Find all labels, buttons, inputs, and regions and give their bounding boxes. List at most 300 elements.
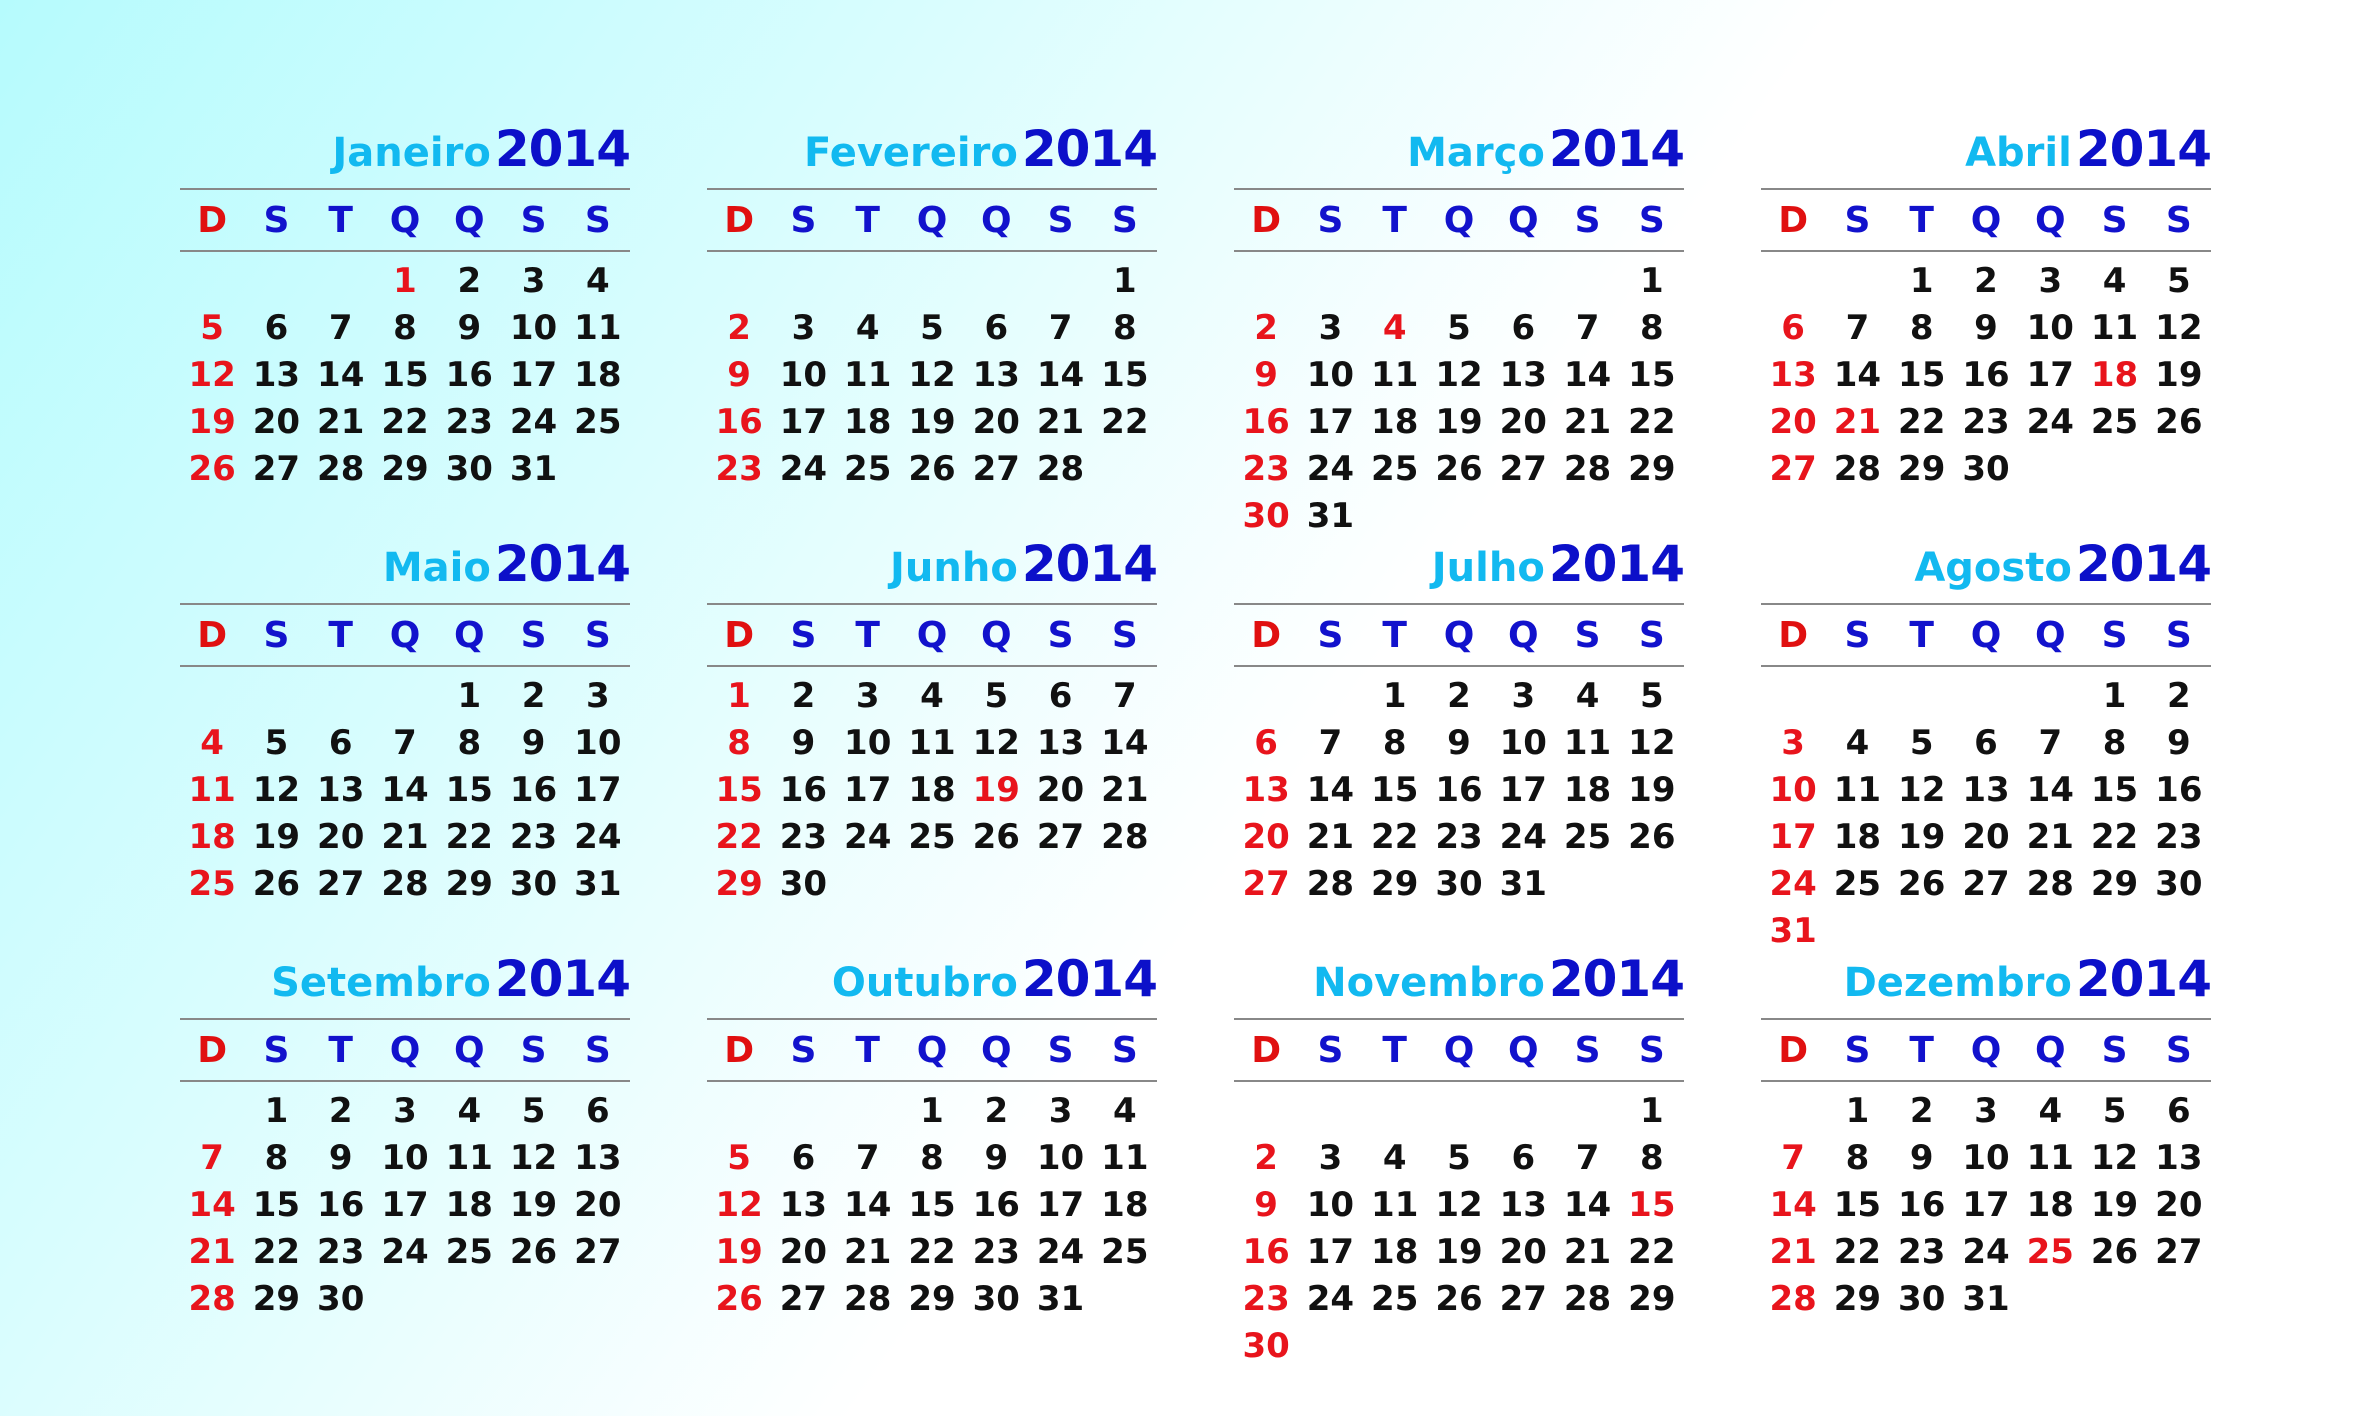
day-cell: 22 (715, 817, 763, 857)
weekday-label: T (1909, 614, 1934, 656)
day-cell: 30 (1435, 864, 1483, 904)
day-cell: 4 (920, 676, 944, 716)
weekday-label: Q (1443, 614, 1475, 656)
day-cell: 15 (381, 355, 429, 395)
day-cell: 3 (586, 676, 610, 716)
day-cell: 16 (1242, 1232, 1290, 1272)
day-cell: 27 (317, 864, 365, 904)
weekday-label: T (1382, 1029, 1407, 1071)
day-cell: 20 (779, 1232, 828, 1272)
day-cell: 14 (1769, 1185, 1817, 1225)
day-cell: 27 (1036, 817, 1085, 857)
weekday-label: Q (453, 199, 485, 241)
day-cell: 2 (457, 261, 482, 301)
month-name: Abril (1965, 130, 2072, 176)
day-cell: 27 (779, 1279, 828, 1319)
day-cell: 23 (715, 449, 763, 489)
day-cell: 21 (1036, 402, 1085, 442)
day-cell: 20 (2155, 1185, 2203, 1225)
day-cell: 6 (264, 308, 289, 348)
day-cell: 14 (1101, 723, 1149, 763)
month-year: 2014 (494, 120, 630, 178)
month-title (180, 950, 630, 1018)
day-cell: 10 (1769, 770, 1817, 810)
day-cell: 8 (393, 308, 417, 348)
month-name: Março (1407, 130, 1545, 176)
day-cell: 20 (1769, 402, 1817, 442)
day-cell: 7 (855, 1138, 880, 1178)
day-cell: 1 (1909, 261, 1934, 301)
day-cell: 1 (1640, 1091, 1664, 1131)
day-cell: 23 (972, 1232, 1020, 1272)
day-cell: 24 (574, 817, 622, 857)
day-cell: 7 (328, 308, 353, 348)
weekday-label: S (520, 199, 547, 241)
empty-cell (180, 673, 244, 720)
day-cell: 13 (1242, 770, 1290, 810)
weekday-label: S (1047, 199, 1074, 241)
month-dezembro (1761, 950, 2211, 1323)
day-cell: 29 (2090, 864, 2139, 904)
weekday-label: S (1111, 199, 1138, 241)
empty-cell (244, 258, 308, 305)
month-abril (1761, 120, 2211, 493)
day-cell: 13 (1499, 1185, 1547, 1225)
weekday-label: D (197, 199, 228, 241)
day-cell: 10 (1306, 1185, 1355, 1225)
empty-cell (1761, 1088, 1825, 1135)
day-cell: 23 (445, 402, 493, 442)
day-cell: 30 (509, 864, 558, 904)
day-cell: 26 (1898, 864, 1946, 904)
day-cell: 6 (586, 1091, 610, 1131)
weekday-label: Q (916, 614, 948, 656)
empty-cell (1761, 258, 1825, 305)
day-cell: 15 (1371, 770, 1419, 810)
day-cell: 11 (1833, 770, 1882, 810)
day-cell: 16 (509, 770, 558, 810)
day-cell: 23 (1898, 1232, 1946, 1272)
day-cell: 19 (972, 770, 1020, 810)
day-cell: 29 (908, 1279, 956, 1319)
day-cell: 31 (574, 864, 622, 904)
weekday-label: S (1638, 1029, 1665, 1071)
day-cell: 9 (984, 1138, 1009, 1178)
day-grid (180, 258, 630, 493)
day-cell: 13 (2155, 1138, 2203, 1178)
weekday-header (707, 188, 1157, 252)
month-title (1761, 950, 2211, 1018)
day-cell: 26 (1435, 449, 1483, 489)
day-cell: 28 (1563, 449, 1612, 489)
weekday-label: D (1251, 199, 1282, 241)
day-cell: 16 (1242, 402, 1290, 442)
day-cell: 15 (1833, 1185, 1882, 1225)
day-cell: 29 (381, 449, 429, 489)
day-cell: 19 (509, 1185, 558, 1225)
day-cell: 2 (727, 308, 751, 348)
day-cell: 4 (200, 723, 224, 763)
day-cell: 9 (791, 723, 816, 763)
day-cell: 20 (574, 1185, 622, 1225)
day-cell: 22 (252, 1232, 301, 1272)
weekday-label: S (2101, 1029, 2128, 1071)
month-year: 2014 (494, 950, 630, 1008)
weekday-label: Q (2034, 199, 2066, 241)
day-cell: 8 (1382, 723, 1407, 763)
day-cell: 2 (2167, 676, 2191, 716)
empty-cell (1363, 1088, 1427, 1135)
day-cell: 24 (1962, 1232, 2010, 1272)
day-cell: 15 (1898, 355, 1946, 395)
day-cell: 25 (1371, 1279, 1419, 1319)
month-year: 2014 (2075, 950, 2211, 1008)
day-cell: 19 (1435, 402, 1483, 442)
day-cell: 25 (1371, 449, 1419, 489)
day-cell: 5 (2167, 261, 2191, 301)
day-cell: 15 (715, 770, 763, 810)
empty-cell (707, 258, 771, 305)
day-cell: 19 (715, 1232, 763, 1272)
day-cell: 17 (381, 1185, 429, 1225)
day-cell: 16 (715, 402, 763, 442)
empty-cell (1234, 673, 1298, 720)
day-cell: 29 (1371, 864, 1419, 904)
day-cell: 11 (2090, 308, 2139, 348)
day-cell: 4 (1382, 1138, 1407, 1178)
day-cell: 27 (252, 449, 301, 489)
day-cell: 8 (457, 723, 482, 763)
day-grid (707, 673, 1157, 908)
day-cell: 28 (317, 449, 365, 489)
weekday-label: D (1251, 614, 1282, 656)
day-cell: 6 (1048, 676, 1073, 716)
day-cell: 8 (264, 1138, 289, 1178)
day-cell: 23 (1242, 1279, 1290, 1319)
month-title (707, 950, 1157, 1018)
day-cell: 7 (393, 723, 417, 763)
day-cell: 11 (2026, 1138, 2074, 1178)
day-cell: 12 (972, 723, 1020, 763)
day-cell: 29 (1628, 1279, 1676, 1319)
day-cell: 9 (2167, 723, 2191, 763)
month-year: 2014 (2075, 535, 2211, 593)
month-name: Setembro (271, 960, 491, 1006)
day-cell: 5 (920, 308, 944, 348)
day-cell: 21 (1833, 402, 1882, 442)
day-cell: 14 (844, 1185, 892, 1225)
day-cell: 6 (1254, 723, 1278, 763)
day-cell: 1 (727, 676, 751, 716)
day-cell: 18 (908, 770, 956, 810)
weekday-label: Q (389, 1029, 421, 1071)
day-cell: 31 (1306, 496, 1355, 536)
day-cell: 13 (1962, 770, 2010, 810)
day-cell: 28 (1306, 864, 1355, 904)
day-cell: 18 (2090, 355, 2139, 395)
month-name: Fevereiro (804, 130, 1018, 176)
day-cell: 20 (252, 402, 301, 442)
day-cell: 6 (328, 723, 353, 763)
day-cell: 6 (1511, 1138, 1536, 1178)
day-cell: 21 (317, 402, 365, 442)
day-cell: 9 (1254, 355, 1278, 395)
day-cell: 25 (1833, 864, 1882, 904)
day-cell: 25 (844, 449, 892, 489)
empty-cell (1825, 258, 1889, 305)
weekday-label: S (2165, 199, 2192, 241)
day-cell: 21 (2026, 817, 2074, 857)
empty-cell (180, 1088, 244, 1135)
day-cell: 23 (1435, 817, 1483, 857)
day-cell: 22 (1628, 402, 1676, 442)
weekday-label: S (1574, 614, 1601, 656)
day-cell: 7 (1845, 308, 1870, 348)
day-cell: 10 (1962, 1138, 2010, 1178)
weekday-label: Q (389, 199, 421, 241)
day-cell: 2 (1254, 308, 1278, 348)
day-cell: 23 (509, 817, 558, 857)
day-cell: 12 (908, 355, 956, 395)
month-title (180, 535, 630, 603)
day-cell: 29 (445, 864, 493, 904)
weekday-label: S (263, 199, 290, 241)
weekday-label: S (263, 614, 290, 656)
day-cell: 12 (1435, 355, 1483, 395)
empty-cell (1234, 258, 1298, 305)
day-cell: 14 (381, 770, 429, 810)
day-cell: 18 (1833, 817, 1882, 857)
day-cell: 11 (1563, 723, 1612, 763)
day-grid (1234, 1088, 1684, 1370)
day-cell: 26 (2155, 402, 2203, 442)
day-cell: 29 (715, 864, 763, 904)
day-cell: 1 (1845, 1091, 1870, 1131)
day-cell: 3 (791, 308, 816, 348)
day-cell: 14 (1036, 355, 1085, 395)
month-name: Novembro (1313, 960, 1545, 1006)
day-cell: 10 (779, 355, 828, 395)
day-cell: 21 (1563, 402, 1612, 442)
weekday-label: Q (980, 614, 1012, 656)
day-cell: 15 (445, 770, 493, 810)
empty-cell (1363, 258, 1427, 305)
day-cell: 18 (188, 817, 236, 857)
day-cell: 19 (908, 402, 956, 442)
day-cell: 23 (317, 1232, 365, 1272)
day-cell: 28 (188, 1279, 236, 1319)
month-julho (1234, 535, 1684, 908)
day-cell: 13 (972, 355, 1020, 395)
day-cell: 27 (1769, 449, 1817, 489)
day-cell: 2 (984, 1091, 1009, 1131)
day-cell: 9 (1254, 1185, 1278, 1225)
day-cell: 11 (188, 770, 236, 810)
day-cell: 13 (252, 355, 301, 395)
day-cell: 12 (1898, 770, 1946, 810)
day-cell: 26 (2090, 1232, 2139, 1272)
day-cell: 5 (1447, 1138, 1471, 1178)
day-cell: 16 (1962, 355, 2010, 395)
day-cell: 4 (586, 261, 610, 301)
day-cell: 15 (252, 1185, 301, 1225)
weekday-label: S (790, 614, 817, 656)
day-cell: 30 (972, 1279, 1020, 1319)
day-cell: 7 (1048, 308, 1073, 348)
day-cell: 12 (715, 1185, 763, 1225)
day-cell: 17 (509, 355, 558, 395)
weekday-header (1761, 1018, 2211, 1082)
day-cell: 14 (1563, 355, 1612, 395)
month-name: Agosto (1914, 545, 2072, 591)
month-year: 2014 (1548, 535, 1684, 593)
day-cell: 7 (1575, 1138, 1600, 1178)
day-cell: 22 (1101, 402, 1149, 442)
weekday-label: D (1778, 199, 1809, 241)
weekday-label: S (520, 1029, 547, 1071)
weekday-header (1234, 188, 1684, 252)
weekday-label: Q (2034, 614, 2066, 656)
day-grid (1761, 258, 2211, 493)
empty-cell (1761, 673, 1825, 720)
weekday-label: Q (1507, 199, 1539, 241)
day-cell: 30 (445, 449, 493, 489)
day-cell: 18 (1101, 1185, 1149, 1225)
day-cell: 5 (264, 723, 289, 763)
weekday-label: T (328, 199, 353, 241)
day-cell: 20 (317, 817, 365, 857)
month-year: 2014 (494, 535, 630, 593)
weekday-header (1761, 603, 2211, 667)
day-cell: 27 (2155, 1232, 2203, 1272)
empty-cell (1298, 1088, 1362, 1135)
day-cell: 22 (445, 817, 493, 857)
weekday-header (1234, 1018, 1684, 1082)
day-cell: 16 (2155, 770, 2203, 810)
day-cell: 17 (2026, 355, 2074, 395)
day-cell: 2 (1974, 261, 1998, 301)
weekday-label: T (855, 1029, 880, 1071)
day-cell: 22 (1628, 1232, 1676, 1272)
day-cell: 7 (1113, 676, 1137, 716)
day-cell: 2 (1447, 676, 1471, 716)
day-cell: 23 (779, 817, 828, 857)
day-cell: 15 (1101, 355, 1149, 395)
day-cell: 14 (1306, 770, 1355, 810)
day-cell: 6 (1511, 308, 1536, 348)
day-cell: 1 (2102, 676, 2127, 716)
month-year: 2014 (1021, 120, 1157, 178)
day-cell: 18 (445, 1185, 493, 1225)
day-cell: 24 (1306, 449, 1355, 489)
month-title (1234, 950, 1684, 1018)
day-cell: 1 (1113, 261, 1137, 301)
month-fevereiro (707, 120, 1157, 493)
day-cell: 3 (1318, 308, 1343, 348)
weekday-label: D (1778, 614, 1809, 656)
empty-cell (180, 258, 244, 305)
weekday-label: Q (980, 199, 1012, 241)
weekday-label: Q (1443, 1029, 1475, 1071)
day-cell: 18 (1563, 770, 1612, 810)
weekday-label: S (2165, 1029, 2192, 1071)
month-setembro (180, 950, 630, 1323)
day-cell: 31 (1962, 1279, 2010, 1319)
day-cell: 28 (1833, 449, 1882, 489)
weekday-label: S (2165, 614, 2192, 656)
weekday-label: Q (1507, 614, 1539, 656)
day-cell: 16 (1898, 1185, 1946, 1225)
day-cell: 16 (445, 355, 493, 395)
day-cell: 4 (1382, 308, 1407, 348)
day-cell: 17 (1499, 770, 1547, 810)
day-grid (1234, 258, 1684, 540)
day-cell: 9 (457, 308, 482, 348)
day-cell: 29 (1628, 449, 1676, 489)
weekday-label: S (1317, 1029, 1344, 1071)
day-cell: 8 (727, 723, 751, 763)
empty-cell (1555, 1088, 1619, 1135)
day-cell: 7 (1318, 723, 1343, 763)
day-cell: 31 (1036, 1279, 1085, 1319)
weekday-label: D (724, 199, 755, 241)
day-cell: 17 (1962, 1185, 2010, 1225)
weekday-label: D (197, 614, 228, 656)
weekday-label: D (724, 614, 755, 656)
weekday-label: T (328, 1029, 353, 1071)
month-year: 2014 (1548, 950, 1684, 1008)
weekday-label: Q (2034, 1029, 2066, 1071)
day-cell: 20 (1499, 402, 1547, 442)
day-cell: 3 (393, 1091, 417, 1131)
weekday-label: S (1638, 614, 1665, 656)
day-grid (180, 673, 630, 908)
day-cell: 24 (779, 449, 828, 489)
weekday-header (180, 1018, 630, 1082)
day-cell: 11 (445, 1138, 493, 1178)
empty-cell (1298, 673, 1362, 720)
weekday-label: T (1382, 199, 1407, 241)
day-cell: 8 (2102, 723, 2127, 763)
empty-cell (1427, 1088, 1491, 1135)
day-cell: 13 (1499, 355, 1547, 395)
day-cell: 5 (1909, 723, 1934, 763)
empty-cell (707, 1088, 771, 1135)
day-cell: 31 (1499, 864, 1547, 904)
weekday-label: T (1909, 1029, 1934, 1071)
day-cell: 5 (984, 676, 1009, 716)
day-cell: 15 (1628, 1185, 1676, 1225)
day-cell: 24 (1499, 817, 1547, 857)
day-cell: 6 (791, 1138, 816, 1178)
day-cell: 11 (844, 355, 892, 395)
day-cell: 30 (1962, 449, 2010, 489)
empty-cell (836, 258, 900, 305)
day-cell: 29 (252, 1279, 301, 1319)
day-cell: 12 (1435, 1185, 1483, 1225)
day-cell: 14 (2026, 770, 2074, 810)
day-cell: 19 (1435, 1232, 1483, 1272)
day-cell: 4 (457, 1091, 482, 1131)
empty-cell (309, 673, 373, 720)
weekday-label: S (1047, 614, 1074, 656)
day-cell: 22 (1371, 817, 1419, 857)
day-cell: 20 (972, 402, 1020, 442)
day-cell: 15 (908, 1185, 956, 1225)
day-cell: 6 (1781, 308, 1805, 348)
day-cell: 14 (188, 1185, 236, 1225)
day-cell: 4 (2102, 261, 2127, 301)
